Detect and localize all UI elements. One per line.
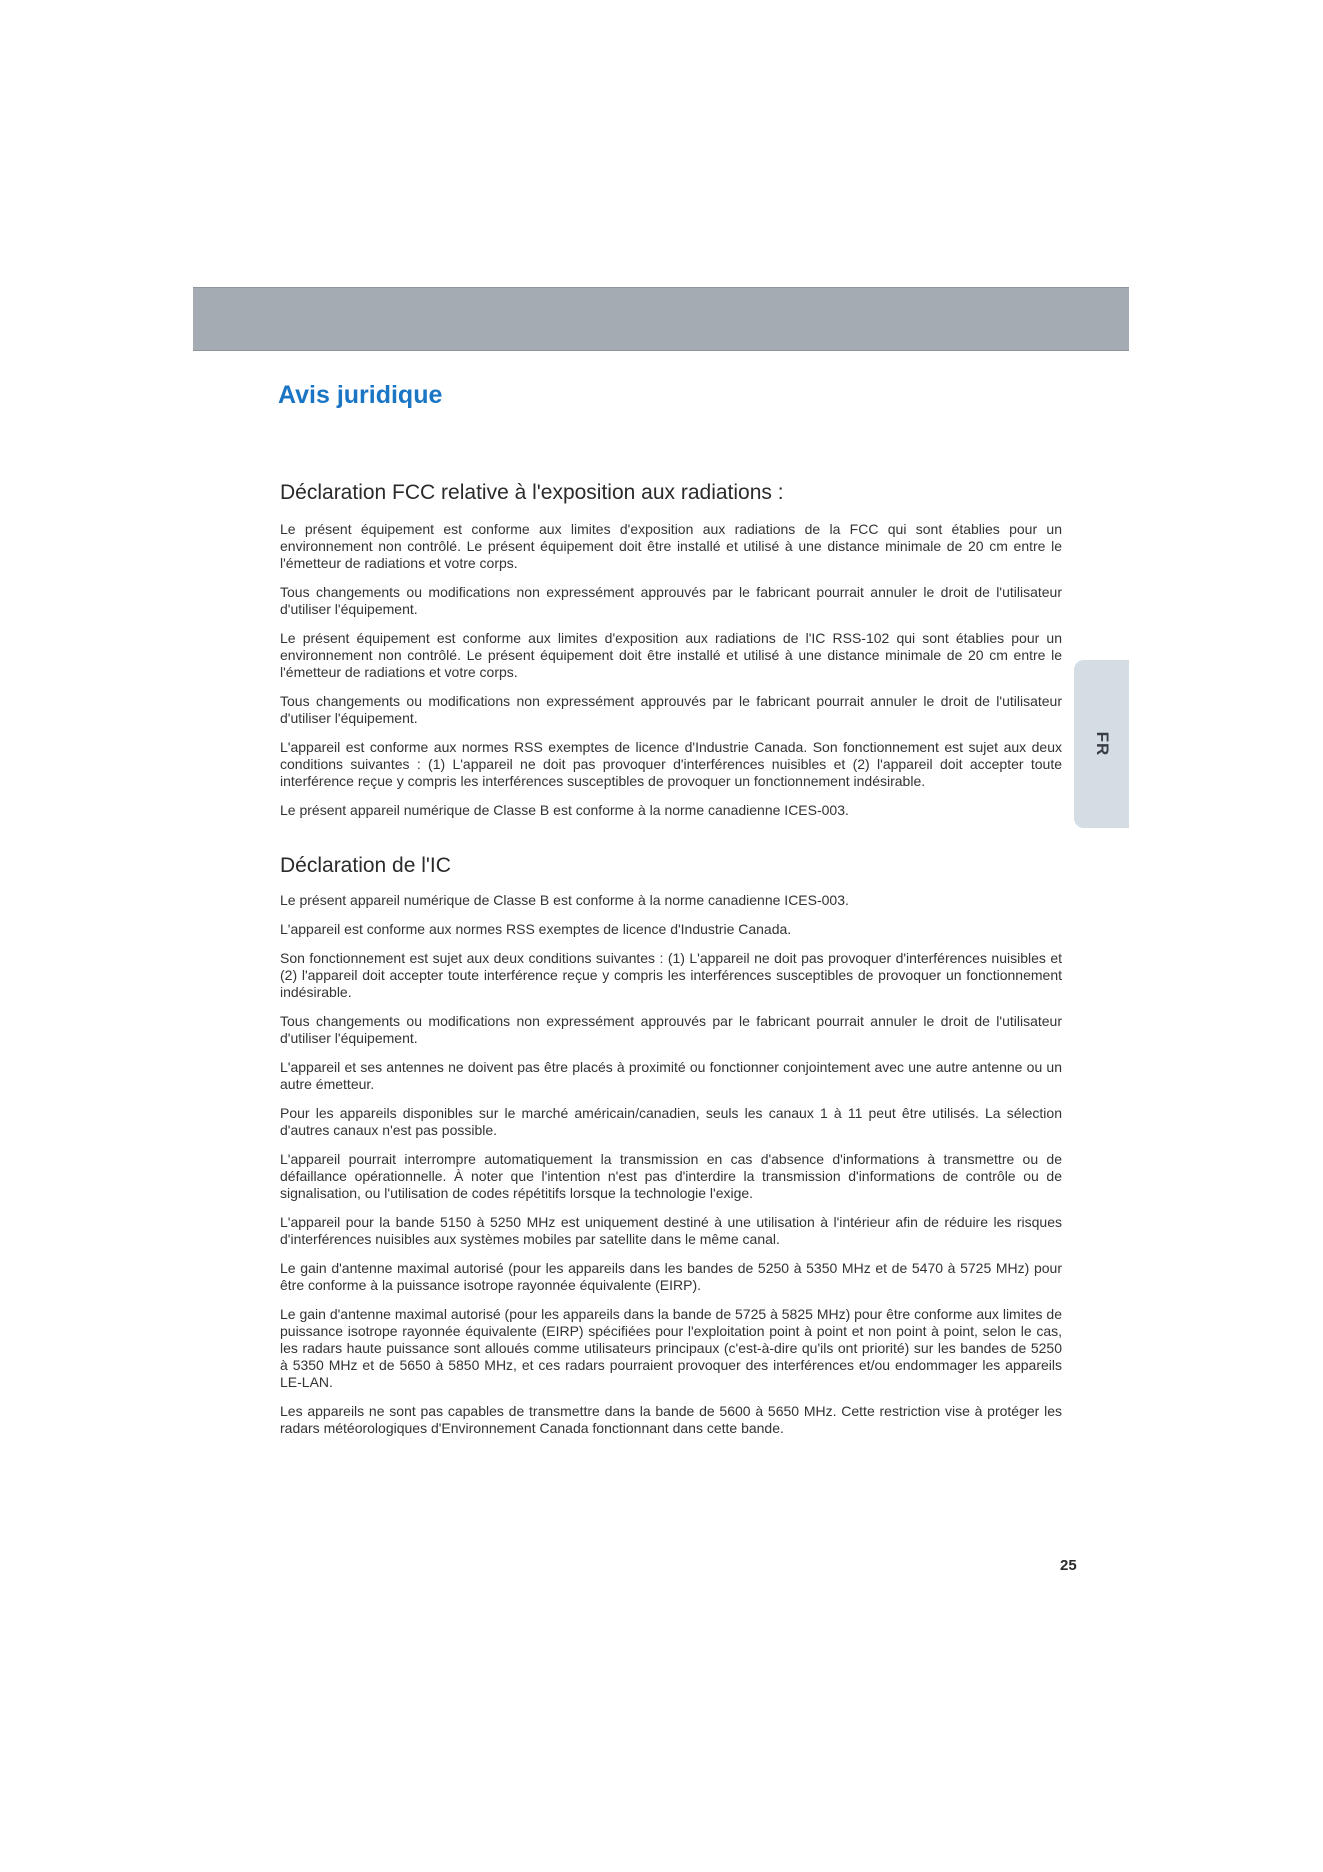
paragraph: L'appareil pourrait interrompre automatiquement la transmission en cas d'absence d'informations à transmettre ou de défaillance opérationnelle. À noter que l'intention n'est pas d'interdire la transmission d'informations de contrôle ou de signalisation, ou l'utilisation de codes répétitifs lorsque la technologie l'exige. [280, 1151, 1062, 1202]
section-fcc-radiation [280, 480, 1062, 819]
document-body [280, 480, 1062, 1449]
paragraph: Tous changements ou modifications non expressément approuvés par le fabricant pourrait annuler le droit de l'utilisateur d'utiliser l'équipement. [280, 1013, 1062, 1047]
language-tab [1074, 660, 1129, 828]
page-number: 25 [1060, 1557, 1077, 1574]
page-title: Avis juridique [278, 381, 443, 409]
section-heading: Déclaration FCC relative à l'exposition aux radiations : [280, 481, 784, 504]
paragraph: Le présent appareil numérique de Classe B est conforme à la norme canadienne ICES-003. [280, 802, 849, 819]
paragraph: Tous changements ou modifications non expressément approuvés par le fabricant pourrait annuler le droit de l'utilisateur d'utiliser l'équipement. [280, 584, 1062, 618]
section-heading: Déclaration de l'IC [280, 854, 451, 878]
paragraph: L'appareil est conforme aux normes RSS exemptes de licence d'Industrie Canada. [280, 921, 792, 938]
paragraph: Le présent appareil numérique de Classe B est conforme à la norme canadienne ICES-003. [280, 892, 849, 909]
paragraph: L'appareil pour la bande 5150 à 5250 MHz est uniquement destiné à une utilisation à l'intérieur afin de réduire les risques d'interférences nuisibles aux systèmes mobiles par satellite dans le même canal. [280, 1214, 1062, 1248]
paragraph: Son fonctionnement est sujet aux deux conditions suivantes : (1) L'appareil ne doit pas provoquer d'interférences nuisibles et (2) l'appareil doit accepter toute interférence reçue y compris les interférences susceptibles de provoquer un fonctionnement indésirable. [280, 950, 1062, 1001]
paragraph: Les appareils ne sont pas capables de transmettre dans la bande de 5600 à 5650 MHz. Cette restriction vise à protéger les radars météorologiques d'Environnement Canada fonctionnant dans cette bande. [280, 1403, 1062, 1437]
paragraph: Le gain d'antenne maximal autorisé (pour les appareils dans la bande de 5725 à 5825 MHz) pour être conforme aux limites de puissance isotrope rayonnée équivalente (EIRP) spécifiées pour l'exploitation point à point et non point à point, selon le cas, les radars haute puissance sont alloués comme utilisateurs principaux (c'est-à-dire qu'ils ont priorité) sur les bandes de 5250 à 5350 MHz et de 5650 à 5850 MHz, et ces radars pourraient provoquer des interférences et/ou endommager les appareils LE-LAN. [280, 1306, 1062, 1391]
paragraph: Tous changements ou modifications non expressément approuvés par le fabricant pourrait annuler le droit de l'utilisateur d'utiliser l'équipement. [280, 693, 1062, 727]
paragraph: L'appareil est conforme aux normes RSS exemptes de licence d'Industrie Canada. Son fonctionnement est sujet aux deux conditions suivantes : (1) L'appareil ne doit pas provoquer d'interférences nuisibles et (2) l'appareil doit accepter toute interférence reçue y compris les interférences susceptibles de provoquer un fonctionnement indésirable. [280, 739, 1062, 790]
paragraph: Le présent équipement est conforme aux limites d'exposition aux radiations de la FCC qui sont établies pour un environnement non contrôlé. Le présent équipement doit être installé et utilisé à une distance minimale de 20 cm entre le l'émetteur de radiations et votre corps. [280, 521, 1062, 572]
paragraph: Pour les appareils disponibles sur le marché américain/canadien, seuls les canaux 1 à 11 peut être utilisés. La sélection d'autres canaux n'est pas possible. [280, 1105, 1062, 1139]
language-tab-label: FR [1092, 731, 1112, 757]
paragraph: Le gain d'antenne maximal autorisé (pour les appareils dans les bandes de 5250 à 5350 MHz et de 5470 à 5725 MHz) pour être conforme à la puissance isotrope rayonnée équivalente (EIRP). [280, 1260, 1062, 1294]
paragraph: Le présent équipement est conforme aux limites d'exposition aux radiations de l'IC RSS-102 qui sont établies pour un environnement non contrôlé. Le présent équipement doit être installé et utilisé à une distance minimale de 20 cm entre le l'émetteur de radiations et votre corps. [280, 630, 1062, 681]
section-ic-declaration [280, 853, 1062, 1437]
paragraph: L'appareil et ses antennes ne doivent pas être placés à proximité ou fonctionner conjointement avec une autre antenne ou un autre émetteur. [280, 1059, 1062, 1093]
header-bar [193, 287, 1129, 351]
